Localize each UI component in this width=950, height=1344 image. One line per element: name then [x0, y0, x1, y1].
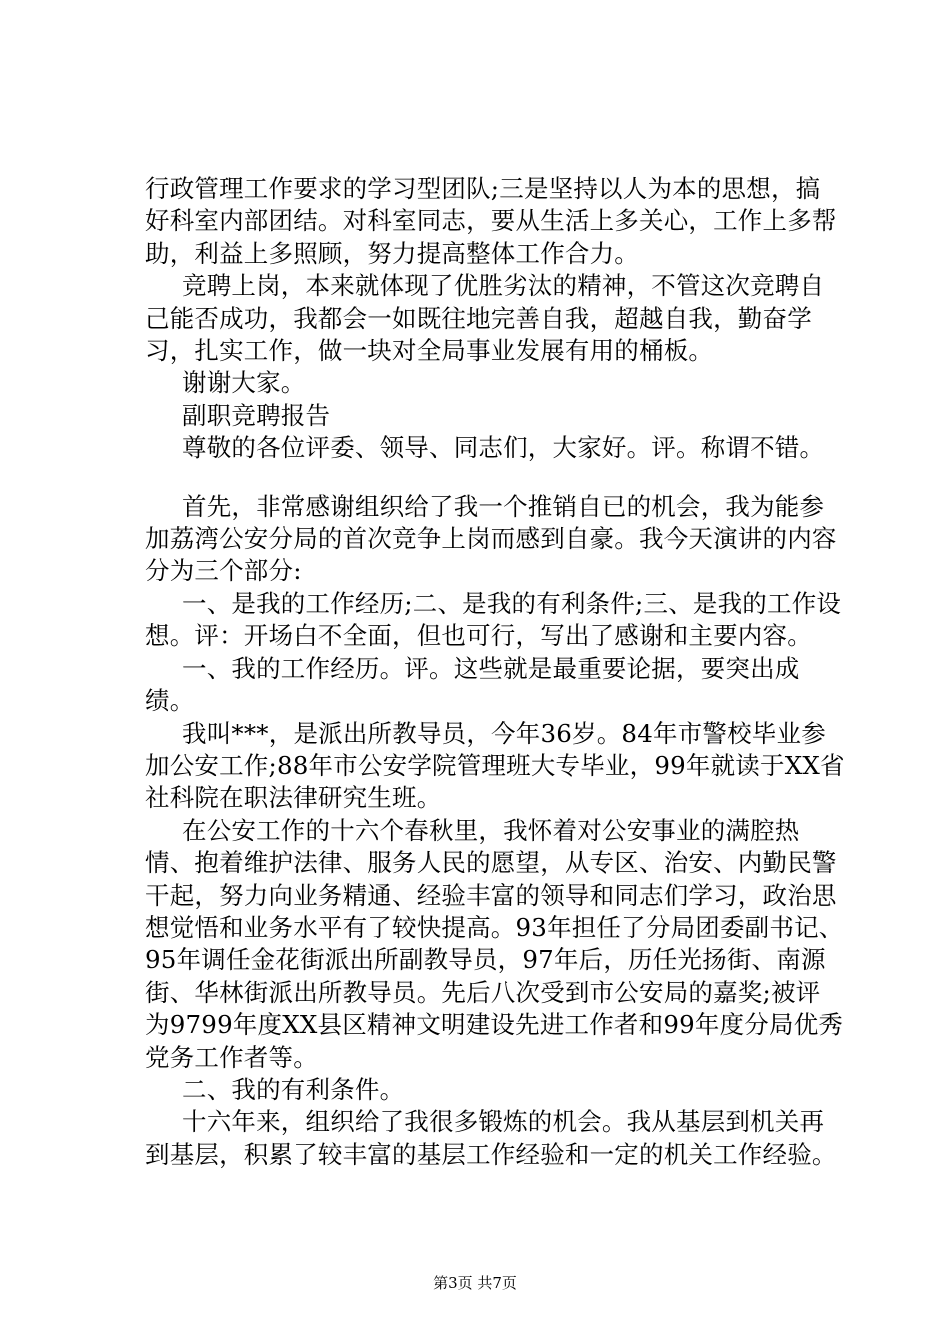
heading-work-experience: 一、我的工作经历。评。这些就是最重要论据，要突出成绩。: [145, 653, 800, 716]
paragraph-opening: 首先，非常感谢组织给了我一个推销自已的机会，我为能参加荔湾公安分局的首次竞争上岗而感到自豪。我今天演讲的内容分为三个部分:: [145, 491, 837, 586]
paragraph-thanks: 谢谢大家。: [182, 368, 306, 398]
paragraph-career: 在公安工作的十六个春秋里，我怀着对公安事业的满腔热情、抱着维护法律、服务人民的愿望，从专区、治安、内勤民警干起，努力向业务精通、经验丰富的领导和同志们学习，政治思想觉悟和业务水平有了较快提高。93年担任了分局团委副书记、95年调任金花街派出所副教导员，97年后，历任光扬街、南源街、华林街派出所教导员。先后八次受到市公安局的嘉奖;被评为9799年度XX县区精神文明建设先进工作者和99年度分局优秀党务工作者等。: [145, 815, 844, 1072]
paragraph-team-unity: 行政管理工作要求的学习型团队;三是坚持以人为本的思想，搞好科室内部团结。对科室同志，要从生活上多关心，工作上多帮助，利益上多照顾，努力提高整体工作合力。: [145, 174, 837, 268]
paragraph-experience: 十六年来，组织给了我很多锻炼的机会。我从基层到机关再到基层，积累了较丰富的基层工作经验和一定的机关工作经验。: [145, 1107, 837, 1169]
paragraph-outline: 一、是我的工作经历;二、是我的有利条件;三、是我的工作设想。评：开场白不全面，但也可行，写出了感谢和主要内容。: [145, 588, 842, 651]
paragraph-self-intro: 我叫***，是派出所教导员，今年36岁。84年市警校毕业参加公安工作;88年市公安学院管理班大专毕业，99年就读于XX省社科院在职法律研究生班。: [145, 718, 845, 813]
document-body: [145, 173, 845, 1171]
heading-advantages: 二、我的有利条件。: [182, 1074, 405, 1104]
paragraph-greeting: 尊敬的各位评委、领导、同志们，大家好。评。称谓不错。: [182, 433, 825, 463]
paragraph-competition-spirit: 竞聘上岗，本来就体现了优胜劣汰的精神，不管这次竞聘自己能否成功，我都会一如既往地完善自我，超越自我，勤奋学习，扎实工作，做一块对全局事业发展有用的桶板。: [145, 271, 825, 366]
section-title: 副职竞聘报告: [182, 400, 331, 430]
page-number-footer: 第3页 共7页: [433, 1274, 517, 1292]
